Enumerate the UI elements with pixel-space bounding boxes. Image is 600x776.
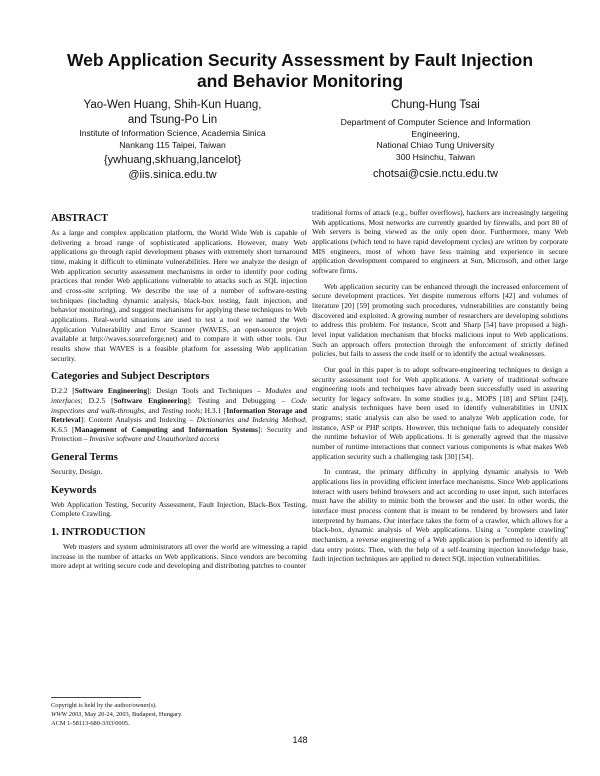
abstract-heading: ABSTRACT <box>51 213 109 224</box>
copyright-line: WWW 2003, May 20-24, 2003, Budapest, Hungary. <box>51 711 183 718</box>
left-column <box>51 212 307 577</box>
categories-text: D.2.2 [Software Engineering]: Design Tools and Techniques – Modules and interfaces; D.2.5 [Software Engineering]: Testing and Debugging – Code inspections and walk-throughs, and Testing tools; H.3.1 [Information Storage and Retrieval]: Content Analysis and Indexing – Dictionaries and Indexing Method; K.6.5 [Management of Computing and Information Systems]: Security and Protection – Invasive software and Unauthorized access <box>51 386 308 444</box>
introduction-heading: 1. INTRODUCTION <box>51 527 146 539</box>
email-line: {ywhuang,skhuang,lancelot} <box>104 154 241 166</box>
intro-paragraph-1: Web masters and system administrators all over the world are witnessing a rapid increase in the number of attacks on Web applications. Since vendors are becoming more adept at writing secure code and developing and distributing patches to counter <box>51 542 307 571</box>
author-block-right <box>318 98 553 182</box>
footnote-rule <box>51 697 141 698</box>
intro-paragraph-5: In contrast, the primary difficulty in applying dynamic analysis to Web applications lies in providing efficient interface mechanisms. Since Web applications interact with users behind browsers and act according to user input, such interfaces must have the ability to mimic both the browser and the user. In other words, the interface must process content that is meant to be rendered by browsers and later interpreted by humans. Our interface takes the form of a crawler, which allows for a black-box, dynamic analysis of Web applications. Using a "complete crawling" mechanism, a reverse engineering of a Web application is performed to identify all data entry points. Then, with the help of a self-learning injection knowledge base, fault injection techniques are applied to detect SQL injection vulnerabilities. <box>312 467 568 564</box>
copyright-line: Copyright is held by the author/owner(s). <box>51 702 157 709</box>
author-affiliation <box>318 117 553 163</box>
right-column <box>312 208 568 570</box>
title-line-1: Web Application Security Assessment by Fault Injection <box>66 50 534 70</box>
page-number: 148 <box>292 735 308 745</box>
intro-paragraph-4: Our goal in this paper is to adopt software-engineering techniques to design a security assessment tool for Web applications. A variety of traditional software engineering tools and techniques have already been successfully used in assuring security for legacy software. In some studies (e.g., MOPS [18] and SPlint [24]), static analysis techniques have been used to identify vulnerabilities in UNIX programs; static analysis can also be used to analyze Web application code, for instance, ASP or PHP scripts. However, this technique fails to adequately consider the runtime behavior of Web applications. It is generally agreed that the massive number of runtime interactions that connect various components is what makes Web application security such a challenging task [30] [54]. <box>312 364 568 461</box>
author-email <box>318 167 553 182</box>
paper-title <box>40 50 560 92</box>
title-line-2: and Behavior Monitoring <box>196 71 404 91</box>
author-names <box>55 98 290 128</box>
author-affiliation <box>55 128 290 151</box>
intro-paragraph-3: Web application security can be enhanced through the increased enforcement of secure development practices. Yet despite numerous efforts [42] and volumes of literature [20] [59] promoting such procedures, vulnerabilities are constantly being discovered and exploited. A growing number of researchers are developing solutions to address this problem. For instance, Scott and Sharp [54] have proposed a high-level input validation mechanism that blocks malicious input to Web applications. Such an approach offers protection through the enforcement of strictly defined policies, but fails to assess the code itself or to identify the actual weaknesses. <box>312 281 568 359</box>
author-name-line: Yao-Wen Huang, Shih-Kun Huang, <box>83 99 262 111</box>
keywords-text: Web Application Testing, Security Assessment, Fault Injection, Black-Box Testing, Complete Crawling. <box>51 499 307 519</box>
author-block-left <box>55 98 290 183</box>
keywords-heading: Keywords <box>51 484 97 496</box>
categories-heading: Categories and Subject Descriptors <box>51 371 210 383</box>
affiliation-line: National Chiao Tung University <box>376 140 495 150</box>
general-terms-heading: General Terms <box>51 452 118 464</box>
abstract-text: As a large and complex application platform, the World Wide Web is capable of delivering a broad range of sophisticated applications. However, many Web applications go through rapid development phases with extremely short turnaround time, making it difficult to eliminate vulnerabilities. Here we analyze the design of Web application security assessment mechanisms in order to identify poor coding practices that render Web applications vulnerable to attacks such as SQL injection and cross-site scripting. We describe the use of a number of software-testing techniques (including dynamic analysis, black-box testing, fault injection, and behavior monitoring), and suggest mechanisms for applying these techniques to Web applications. Real-world situations are used to test a tool we named the Web Application Vulnerability and Error Scanner (WAVES, an open-source project available at http://waves.sourceforge.net) and to compare it with other tools. Our results show that WAVES is a feasible platform for assessing Web application security. <box>51 228 307 363</box>
author-name-line: and Tsung-Po Lin <box>127 114 218 126</box>
affiliation-line: 300 Hsinchu, Taiwan <box>395 151 476 162</box>
author-email <box>55 153 290 183</box>
email-line: chotsai@csie.nctu.edu.tw <box>373 168 498 180</box>
author-name-line: Chung-Hung Tsai <box>391 99 480 111</box>
author-names <box>318 98 553 113</box>
copyright-line: ACM 1-58113-680-3/03/0005. <box>51 720 130 727</box>
affiliation-line: Institute of Information Science, Academia Sinica <box>79 128 266 138</box>
intro-paragraph-2: traditional forms of attack (e.g., buffer overflows), hackers are increasingly targeting Web applications. Most networks are currently guarded by firewalls, and port 80 of Web servers is being viewed as the only open door. Furthermore, many Web applications (which tend to have rapid development cycles) are written by corporate MIS engineers, most of whom have less training and experience in secure application development compared to engineers at Sun, Microsoft, and other large software firms. <box>312 208 568 275</box>
email-line: @iis.sinica.edu.tw <box>128 169 217 181</box>
copyright-notice <box>51 701 291 728</box>
affiliation-line: Nankang 115 Taipei, Taiwan <box>119 139 226 150</box>
affiliation-line: Engineering, <box>411 128 460 139</box>
affiliation-line: Department of Computer Science and Information <box>340 117 531 127</box>
general-terms-text: Security, Design. <box>51 467 103 477</box>
